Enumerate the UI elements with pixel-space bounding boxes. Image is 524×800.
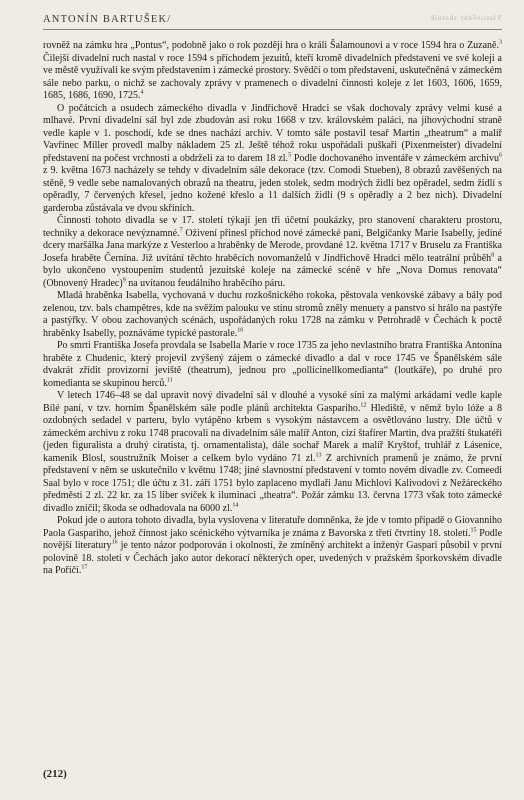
text-run: Z archivních pramenů je známo, že první představení v něm se uskutečnilo v květnu 1748; jiné slavnostní představení v tomto novém divadle zv. Comeedi Saal bylo v roce 1751; dle účtu z 31. září 1751 bylo zaplaceno mydlaři Janu Michlovi Kalivodovi z Nežáreckého předměstí 2 zl. 22 kr. za 15 liber svíček k iluminaci „theatra“. Požár zámku 13. června 1773 však toto zámecké divadlo zničil; škoda se odhadovala na 6000 zl. [43,452,502,514]
text-run: O počátcích a osudech zámeckého divadla v Jindřichově Hradci se však dochovaly zprávy velmi kusé a mlhavé. První divadelní sál byl zde zbudován asi roku 1668 v tzv. královském paláci, na jihovýchodní straně vedle kaple v 1. poschodí, kde se dnes nachází archiv. V tomto sále postavil tesař Martin „theatrum“ a malíř Vavřinec Miller provedl malby nákladem 25 zl. Ještě téhož roku uspořádali puškaři (Pixenmeister) divadelní představení na počest vrchnosti a obdrželi za to darem 18 zl. [43,102,502,164]
text-run: z 9. května 1673 nacházely se tehdy v divadelním sále dekorace (tzv. Comodi Stueben), 8 obrazů zavěšených na stěně, 9 vedle sebe namalovaných obrazů na theatru, jeden stolek, sedm modrých židlí bez opěradel, sedm židlí s opěradly, 7 červených křesel, jedno kožené křeslo a 11 dalších židlí (9 s opěradly a 2 bez nich). Divadelní garderoba zůstávala ve dvou skříních. [43,165,502,214]
body-text [43,40,502,578]
header-rule [43,29,502,30]
paragraph [43,103,502,216]
paragraph [43,40,502,103]
footnote-marker: 6 [499,152,503,159]
page-number: (212) [43,768,67,780]
footnote-marker: 15 [470,527,477,534]
text-run: Hlediště, v němž bylo lóže a 8 ozdobných sedadel v parteru, bylo vytápěno krbem s vysokým nástavcem a osvětlováno lustry. Dle účtů v zámeckém archivu z roku 1748 pracovali na divadelním sále malíř Anton, cizí štafírer Martin, dva pražští štukatéři (jeden figuralista a druhý ciratista, tj. ornamentalista), dále sochař Marek a malíř Kryštof, truhlář z Lásenice, kameník Blosl, soustružník Moiser a celkem bylo vydáno 71 zl. [43,402,502,464]
text-run: Podle novější literatury [43,527,503,551]
text-run: rovněž na zámku hra „Pontus“, podobně jako o rok později hra o králi Šalamounovi a v roce 1594 hra o Zuzaně. [43,40,499,51]
paragraph [43,340,502,390]
footnote-marker: 9 [122,277,126,284]
running-head-author: ANTONÍN BARTUŠEK [43,14,168,25]
footnote-marker: 8 [491,252,495,259]
text-run: Čilejší divadelní ruch nastal v roce 1594 s příchodem jezuitů, kteří kromě divadelních představení ve své koleji a ve městě využívali ke svým představením i zámecké prostory. Svědčí o tom představení, uskutečněná v zámeckém sále nebo parku, o nichž se zachovaly zprávy v pramenech o divadelní činnosti koleje z let 1603, 1606, 1659, 1685, 1686, 1690, 1725. [43,52,502,101]
footnote-marker: 7 [179,227,183,234]
paragraph [43,515,502,578]
text-run: je tento názor podporován i okolností, že zmíněný architekt a inženýr Gaspari působil v první polovině 18. století v Čechách jako autor dekorací některých oper, uvedených v pražském šporkovském divadle na Poříčí. [43,540,502,576]
footnote-marker: 17 [81,564,88,571]
text-run: a bylo ukončeno vystoupením studentů jezuitské koleje na zámecké scéně v hře „Nova Domus renovata“ (Obnovený Hradec) [43,252,502,289]
footnote-marker: 16 [111,539,118,546]
paragraph [43,390,502,515]
footnote-marker: 12 [360,402,367,409]
text-run: Mladá hraběnka Isabella, vychovaná v duchu rozkošnického rokoka, pěstovala venkovské zábavy a bály pod zelenou, tzv. bals champêtres, kde na svěžím palouku ve stínu stromů zněly menuety a panstvo si hrálo na pastýře a pastýřky. V obou zachovaných scénách, uspořádaných roku 1728 na zámku v Petrohradě v Čechách k poctě hraběnky Isabelly, poznáváme typické pastorale. [43,290,502,339]
text-run: Po smrti Františka Josefa provdala se Isabella Marie v roce 1735 za jeho nevlastního bratra Františka Antonína hraběte z Chudenic, který projevil zvýšený zájem o zámecké divadlo a dal v roce 1745 ve Španělském sále dvakrát zřídit provizorní jeviště (theatrum), jednou pro „pollicinellkomediantа“ (loutkáře), po druhé pro komedianta se skupinou herců. [43,340,502,389]
footnote-marker: 3 [499,39,502,46]
running-head [43,14,171,25]
text-run: V letech 1746–48 se dal upravit nový divadelní sál v dlouhé a vysoké síni za malými arkádami vedle kaple Bílé paní, v tzv. horním Španělském sále podle plánů architekta Gaspariho. [43,390,502,414]
footnote-marker: 11 [166,377,173,384]
text-run: Oživení přinesl příchod nové zámecké paní, Belgičanky Marie Isabelly, jediné dcery maršálka Jana markýze z Vesterloo a hraběnky de Merode, provdané 12. května 1717 v Bruselu za Františka Josefa hraběte Černína. Již uvítání těchto hraběcích novomanželů v Jindřichově Hradci mělo teatrální průběh [43,227,502,264]
running-head-sep: / [167,14,172,25]
text-run: Činnosti tohoto divadla se v 17. století týkají jen tři účetní poukázky, pro stanovení charakteru prostoru, techniky a dekorace nevýznamné. [43,215,502,239]
footnote-marker: 13 [315,452,322,459]
paragraph [43,215,502,290]
footnote-marker: 14 [232,502,239,509]
footnote-marker: 4 [140,89,144,96]
text-run: na uvítanou feudálního hraběcího páru. [125,277,286,289]
text-run: Pokud jde o autora tohoto divadla, byla vyslovena v literatuře domněnka, že jde v tomto případě o Giovanniho Paola Gaspariho, jehož činnost jako scénického výtvarníka je známa z Bavorska z třetí čtvrtiny 18. století. [43,515,502,539]
footnote-marker: 10 [237,327,244,334]
text-run: Podle dochovaného inventáře v zámeckém archivu [291,152,500,164]
bleed-through-text: Vlastivědný sborník [430,14,502,22]
footnote-marker: 5 [288,152,292,159]
paragraph [43,290,502,340]
